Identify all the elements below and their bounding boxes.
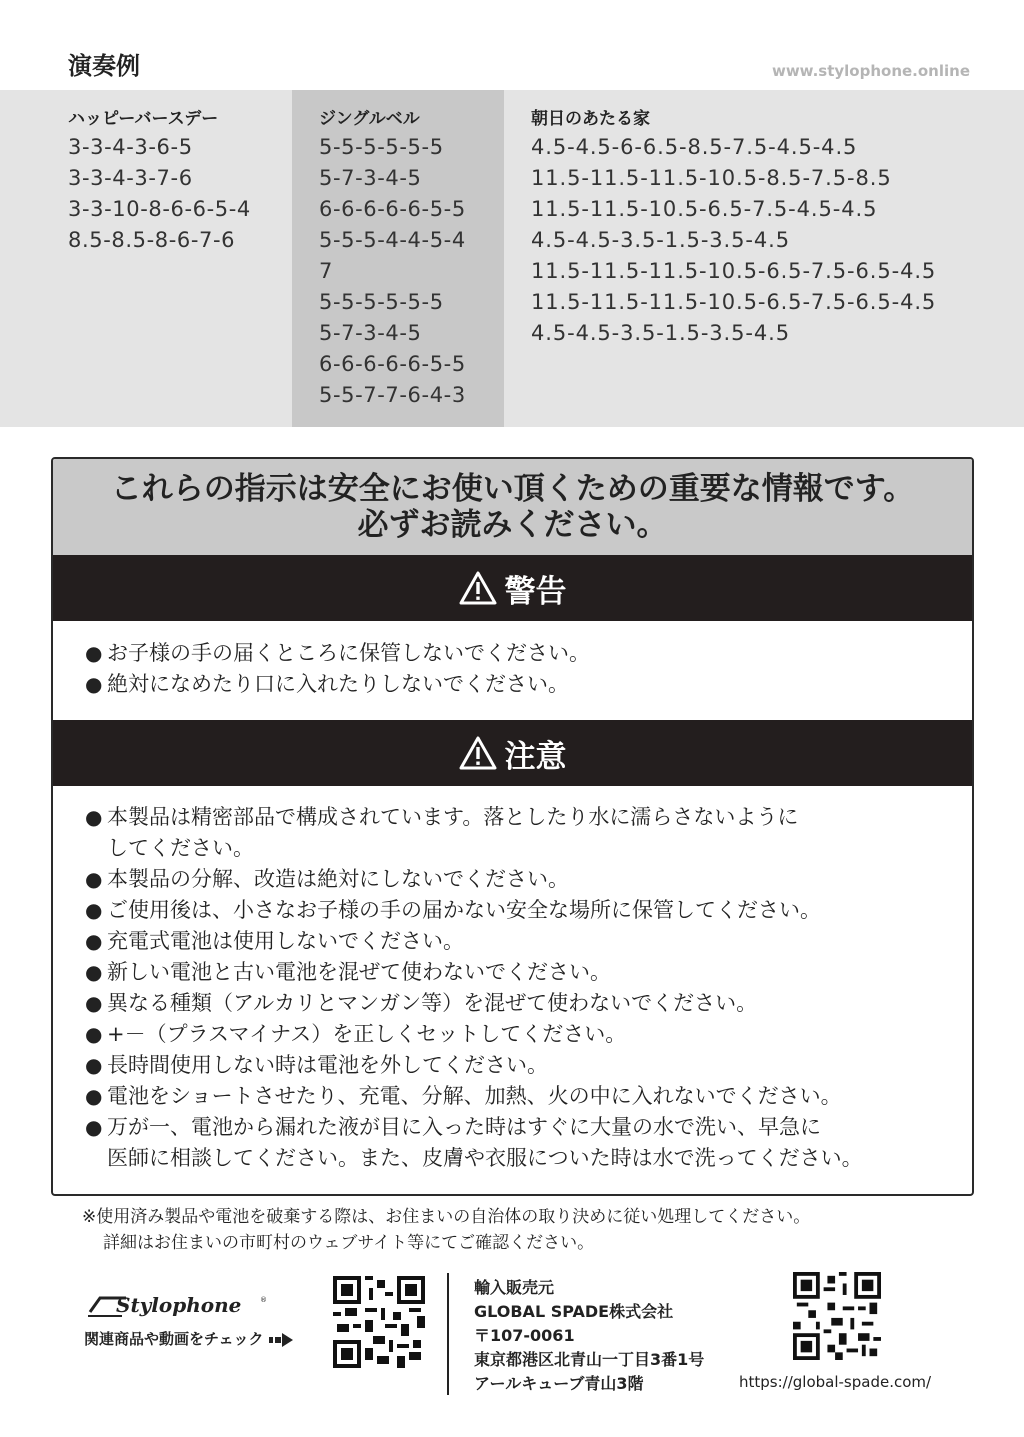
company-name: GLOBAL SPADE株式会社: [474, 1302, 674, 1321]
company-website[interactable]: https://global-spade.com/: [739, 1373, 932, 1391]
postal-code: 〒107-0061: [474, 1326, 575, 1345]
warning-label: 警告: [504, 573, 567, 610]
song-line: 4.5-4.5-3.5-1.5-3.5-4.5: [531, 321, 790, 345]
song-line: 6-6-6-6-6-5-5: [319, 352, 466, 376]
bullet-icon: ●: [85, 672, 103, 696]
list-item: ● 本製品の分解、改造は絶対にしないでください。: [85, 864, 952, 895]
list-item: ● 本製品は精密部品で構成されています。落としたり水に濡らさないように: [85, 802, 952, 833]
song-line: 5-7-3-4-5: [319, 166, 422, 190]
song-line: 4.5-4.5-3.5-1.5-3.5-4.5: [531, 228, 790, 252]
song-line: 3-3-4-3-7-6: [68, 166, 193, 190]
song-line: 6-6-6-6-6-5-5: [319, 197, 466, 221]
song-line: 11.5-11.5-11.5-10.5-6.5-7.5-6.5-4.5: [531, 259, 937, 283]
note-line1: ※使用済み製品や電池を破棄する際は、お住まいの自治体の取り決めに従い処理してください。: [82, 1207, 811, 1227]
song-line: 5-5-5-5-5-5: [319, 290, 444, 314]
check-products[interactable]: [84, 1328, 293, 1349]
song-line: 8.5-8.5-8-6-7-6: [68, 228, 236, 252]
song-column-jingle-bells: [292, 90, 504, 427]
warning-triangle-icon: [459, 571, 497, 605]
check-label: 関連商品や動画をチェック: [84, 1330, 264, 1348]
bullet-icon: ●: [85, 1115, 103, 1139]
song-line: 3-3-4-3-6-5: [68, 135, 193, 159]
safety-heading: [53, 459, 972, 555]
song-line: 11.5-11.5-10.5-6.5-7.5-4.5-4.5: [531, 197, 878, 221]
song-column-happy-birthday: [68, 90, 292, 427]
song-line: 5-5-7-7-6-4-3: [319, 383, 466, 407]
arrow-right-icon: [269, 1333, 293, 1347]
stylophone-logo-icon: [86, 1290, 268, 1320]
list-item: ● ご使用後は、小さなお子様の手の届かない安全な場所に保管してください。: [85, 895, 952, 926]
safety-heading-line1: これらの指示は安全にお使い頂くための重要な情報です。: [110, 471, 915, 507]
caution-triangle-icon: [459, 736, 497, 770]
list-item: ● お子様の手の届くところに保管しないでください。: [85, 638, 952, 669]
caution-label: 注意: [504, 738, 567, 775]
song-title: 朝日のあたる家: [531, 109, 650, 129]
bullet-icon: ●: [85, 1053, 103, 1077]
warning-band: [53, 555, 972, 621]
list-item: ● 新しい電池と古い電池を混ぜて使わないでください。: [85, 957, 952, 988]
safety-heading-line2: 必ずお読みください。: [357, 507, 668, 543]
logo-text: Stylophone: [116, 1293, 242, 1317]
company-role: 輸入販売元: [474, 1278, 555, 1297]
bullet-icon: ●: [85, 641, 103, 665]
address-line1: 東京都港区北青山一丁目3番1号: [474, 1350, 705, 1369]
bullet-icon: ●: [85, 867, 103, 891]
list-item: ● 長時間使用しない時は電池を外してください。: [85, 1050, 952, 1081]
song-line: 4.5-4.5-6-6.5-8.5-7.5-4.5-4.5: [531, 135, 858, 159]
song-line: 5-5-5-4-4-5-4: [319, 228, 466, 252]
song-line: 5-7-3-4-5: [319, 321, 422, 345]
bullet-icon: ●: [85, 991, 103, 1015]
address-line2: アールキューブ青山3階: [474, 1374, 644, 1393]
disposal-note: [82, 1204, 810, 1256]
song-line: 11.5-11.5-11.5-10.5-6.5-7.5-6.5-4.5: [531, 290, 937, 314]
song-line: 7: [319, 259, 333, 283]
list-item: ● 電池をショートさせたり、充電、分解、加熱、火の中に入れないでください。: [85, 1081, 952, 1112]
song-line: 3-3-10-8-6-6-5-4: [68, 197, 251, 221]
header-url[interactable]: www.stylophone.online: [771, 62, 970, 80]
footer-divider: [447, 1273, 449, 1395]
note-line2: 詳細はお住まいの市町村のウェブサイト等にてご確認ください。: [103, 1233, 595, 1253]
list-item: ● +－（プラスマイナス）を正しくセットしてください。: [85, 1019, 952, 1050]
bullet-icon: ●: [85, 929, 103, 953]
song-title: ハッピーバースデー: [68, 109, 219, 129]
list-item-continued: 医師に相談してください。また、皮膚や衣服についた時は水で洗ってください。: [107, 1146, 863, 1170]
safety-box: [51, 457, 974, 1196]
list-item: ● 異なる種類（アルカリとマンガン等）を混ぜて使わないでください。: [85, 988, 952, 1019]
list-item: ● 充電式電池は使用しないでください。: [85, 926, 952, 957]
bullet-icon: ●: [85, 805, 103, 829]
bullet-icon: ●: [85, 960, 103, 984]
stylophone-logo: [86, 1290, 268, 1324]
song-examples: [0, 90, 1024, 427]
list-item-continued: してください。: [107, 836, 254, 860]
warning-list: [53, 621, 972, 720]
qr-code-products[interactable]: [333, 1276, 425, 1368]
song-line: 11.5-11.5-11.5-10.5-8.5-7.5-8.5: [531, 166, 892, 190]
qr-code-company[interactable]: [793, 1272, 881, 1360]
bullet-icon: ●: [85, 898, 103, 922]
bullet-icon: ●: [85, 1084, 103, 1108]
caution-list: [53, 786, 972, 1174]
song-column-house-of-rising-sun: [504, 90, 1024, 427]
company-info: [474, 1276, 704, 1396]
bullet-icon: ●: [85, 1022, 103, 1046]
svg-text:®: ®: [260, 1296, 267, 1304]
list-item: ● 絶対になめたり口に入れたりしないでください。: [85, 669, 952, 700]
song-line: 5-5-5-5-5-5: [319, 135, 444, 159]
list-item: ● 万が一、電池から漏れた液が目に入った時はすぐに大量の水で洗い、早急に: [85, 1112, 952, 1143]
caution-band: [53, 720, 972, 786]
page-title: 演奏例: [68, 52, 140, 80]
song-title: ジングルベル: [319, 109, 420, 129]
